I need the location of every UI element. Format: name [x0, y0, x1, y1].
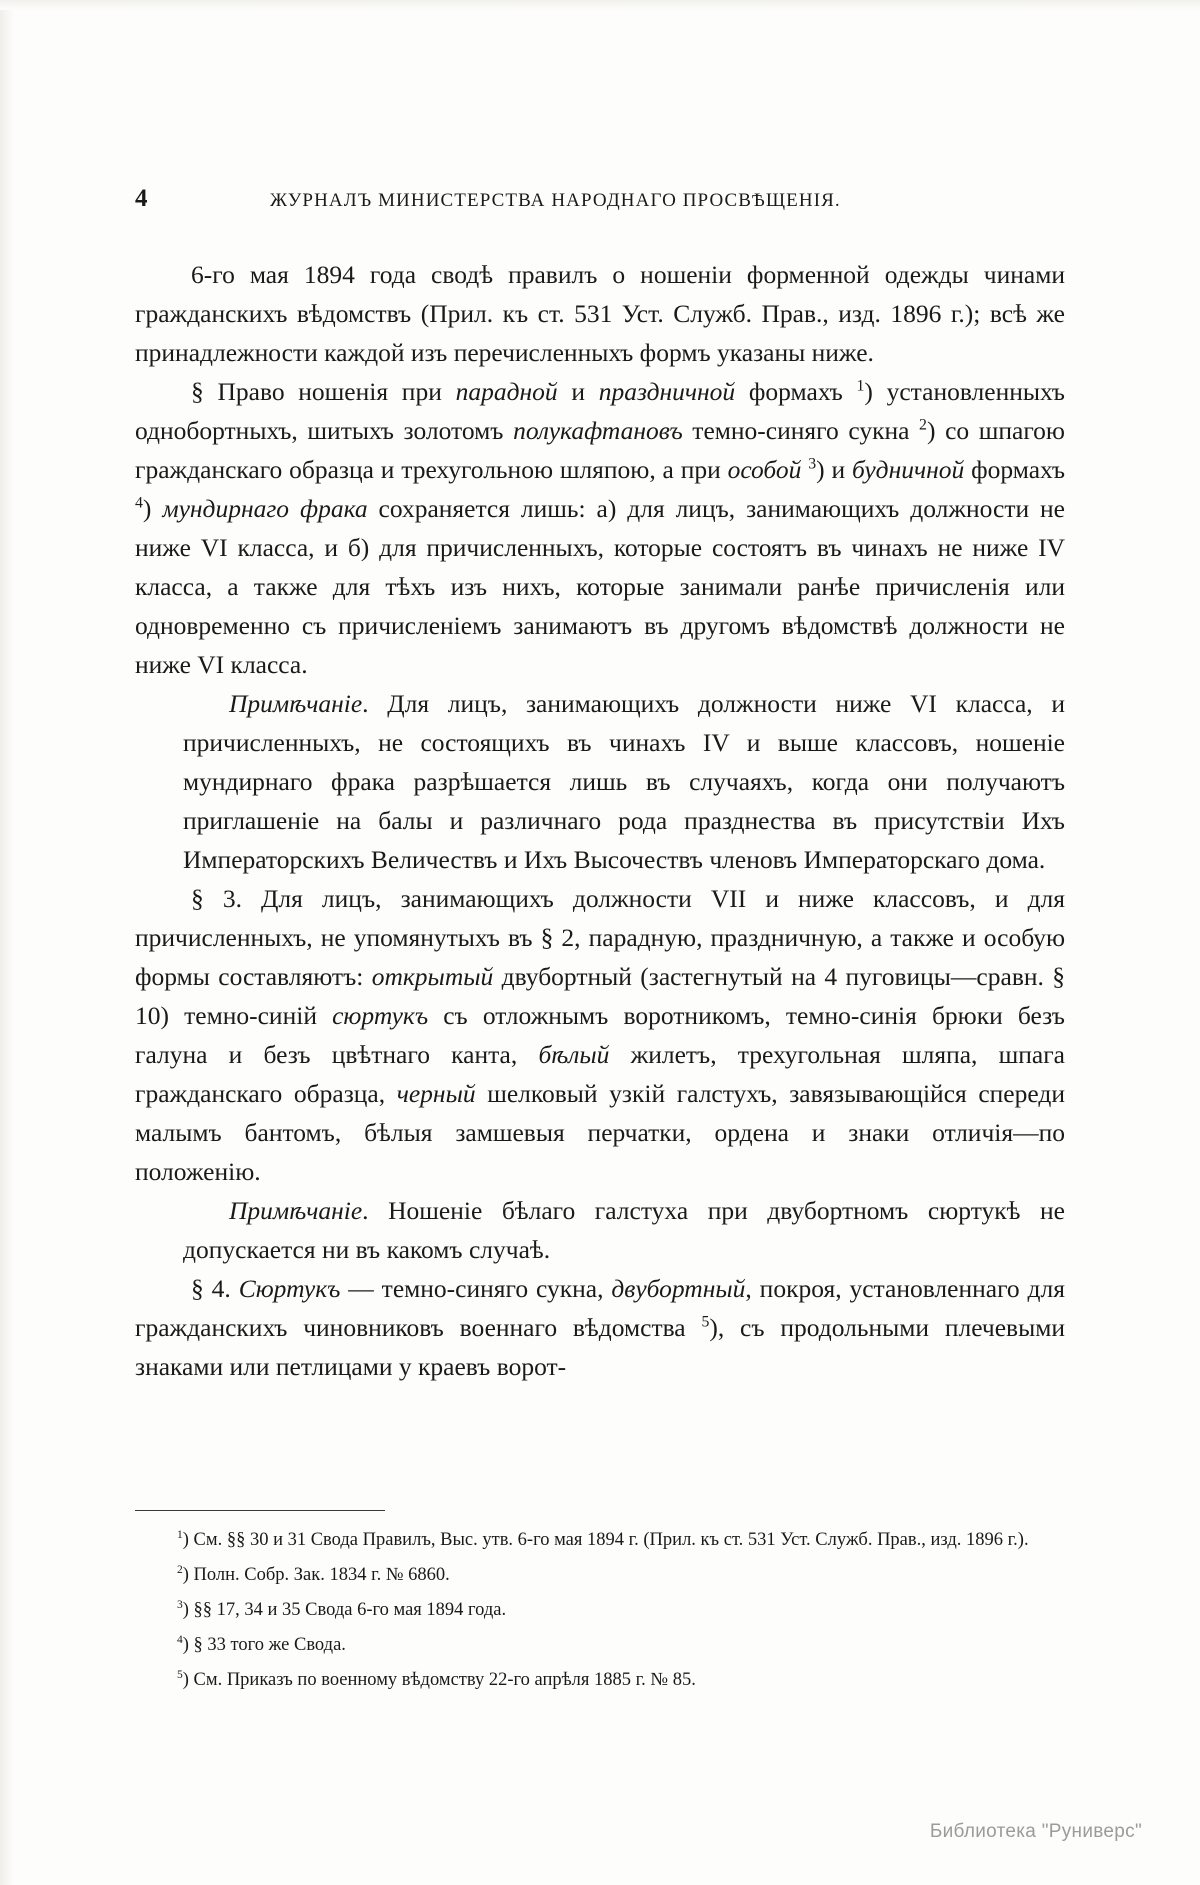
- footnote-marker-3: 3: [177, 1598, 183, 1611]
- em-osoboy: особой: [727, 455, 802, 484]
- footnote-marker-2: 2: [177, 1563, 183, 1576]
- em-dvubortnyy: двубортный: [611, 1274, 746, 1303]
- em-syurtuk-heading: Сюртукъ: [238, 1274, 341, 1303]
- paragraph-5-note: Примѣчаніе. Ношеніе бѣлаго галстуха при двубортномъ сюртукѣ не допускается ни въ какомъ случаѣ.: [183, 1196, 1065, 1264]
- paragraph-1: 6-го мая 1894 года сводѣ правилъ о ношеніи форменной одежды чинами гражданскихъ вѣдомствъ (Прил. къ ст. 531 Уст. Служб. Прав., изд. 1896 г.); всѣ же принадлежности каждой изъ перечисленныхъ формъ указаны ниже.: [135, 260, 1065, 367]
- footnote-1: $^1$) См. §§ 30 и 31 Свода Правилъ, Выс. утв. 6-го мая 1894 г. (Прил. къ ст. 531 Уст. Служб. Прав., изд. 1896 г.).: [177, 1528, 1029, 1550]
- footnote-separator-rule: [135, 1510, 385, 1511]
- footnote-3: $^3$) §§ 17, 34 и 35 Свода 6-го мая 1894 года.: [177, 1598, 507, 1620]
- footnote-2: $^2$) Полн. Собр. Зак. 1834 г. № 6860.: [177, 1563, 450, 1585]
- journal-title: ЖУРНАЛЪ МИНИСТЕРСТВА НАРОДНАГО ПРОСВѢЩЕНІЯ.: [270, 190, 841, 211]
- page-content: [135, 185, 1065, 1386]
- em-syurtuk: сюртукъ: [332, 1001, 429, 1030]
- footnote-ref-2: 2: [919, 416, 927, 434]
- em-otkrytyy: открытый: [371, 962, 494, 991]
- footnote-ref-4: 4: [135, 494, 143, 512]
- footnote-ref-3: 3: [808, 455, 817, 473]
- footnote-ref-5: 5: [701, 1313, 710, 1331]
- body-text: [135, 255, 1065, 1386]
- em-mundirnogo-fraka: мундирнаго фрака: [162, 494, 368, 523]
- em-budnichnoy: будничной: [851, 455, 965, 484]
- library-watermark: Библиотека "Руниверс": [929, 1821, 1142, 1842]
- em-paradnoy: парадной: [455, 377, 558, 406]
- running-head: [135, 185, 1065, 213]
- em-prazdnichnoy: праздничной: [598, 377, 736, 406]
- paragraph-6: § 4. Сюртукъ — темно-синяго сукна, двубортный, покроя, установленнаго для гражданскихъ чиновниковъ военнаго вѣдомства $^5$), съ продольными плечевыми знаками или петлицами у краевъ ворот-: [135, 1274, 1065, 1381]
- paragraph-2: § Право ношенія при парадной и праздничной формахъ $^1$) установленныхъ однобортныхъ, шитыхъ золотомъ полукафтановъ темно-синяго сукна $^2$) со шпагою гражданскаго образца и трехугольною шляпою, а при особой $^3$) и будничной формахъ $^4$) мундирнаго фрака сохраняется лишь: а) для лицъ, занимающихъ должности не ниже VI класса, и б) для причисленныхъ, которые состоятъ въ чинахъ не ниже IV класса, а также для тѣхъ изъ нихъ, которые занимали ранѣе причисленія или одновременно съ причисленіемъ занимаютъ въ другомъ вѣдомствѣ должности не ниже VI класса.: [135, 377, 1066, 679]
- page-number: 4: [135, 185, 148, 212]
- note-label-2: Примѣчаніе: [229, 1196, 363, 1225]
- footnotes-block: [135, 1525, 1065, 1700]
- em-chernyy: черный: [396, 1079, 476, 1108]
- footnote-marker-4: 4: [177, 1633, 183, 1646]
- paragraph-3-note: Примѣчаніе. Для лицъ, занимающихъ должности ниже VI класса, и причисленныхъ, не состоящихъ въ чинахъ IV и выше классовъ, ношеніе мундирнаго фрака разрѣшается лишь въ случаяхъ, когда они получаютъ приглашеніе на балы и различнаго рода празднества въ присутствіи Ихъ Императорскихъ Величествъ и Ихъ Высочествъ членовъ Императорскаго дома.: [183, 689, 1065, 874]
- note-label: Примѣчаніе: [229, 689, 363, 718]
- paragraph-4: § 3. Для лицъ, занимающихъ должности VII и ниже классовъ, и для причисленныхъ, не упомянутыхъ въ § 2, парадную, праздничную, а также и особую формы составляютъ: открытый двубортный (застегнутый на 4 пуговицы—сравн. § 10) темно-синій сюртукъ съ отложнымъ воротникомъ, темно-синія брюки безъ галуна и безъ цвѣтнаго канта, бѣлый жилетъ, трехугольная шляпа, шпага гражданскаго образца, черный шелковый узкій галстухъ, завязывающійся спереди малымъ бантомъ, бѣлыя замшевыя перчатки, ордена и знаки отличія—по положенію.: [135, 884, 1065, 1186]
- em-belyy: бѣлый: [538, 1040, 610, 1069]
- page-edge-shadow-left: [0, 0, 14, 1885]
- footnote-ref-1: 1: [856, 377, 865, 395]
- footnote-marker-1: 1: [177, 1528, 183, 1541]
- footnote-4: $^4$) § 33 того же Свода.: [177, 1633, 346, 1655]
- footnote-marker-5: 5: [177, 1668, 183, 1681]
- footnote-5: $^5$) См. Приказъ по военному вѣдомству 22-го апрѣля 1885 г. № 85.: [177, 1668, 696, 1690]
- em-polukaftanov: полукафтановъ: [513, 416, 683, 445]
- page-edge-shadow-top: [0, 0, 1200, 10]
